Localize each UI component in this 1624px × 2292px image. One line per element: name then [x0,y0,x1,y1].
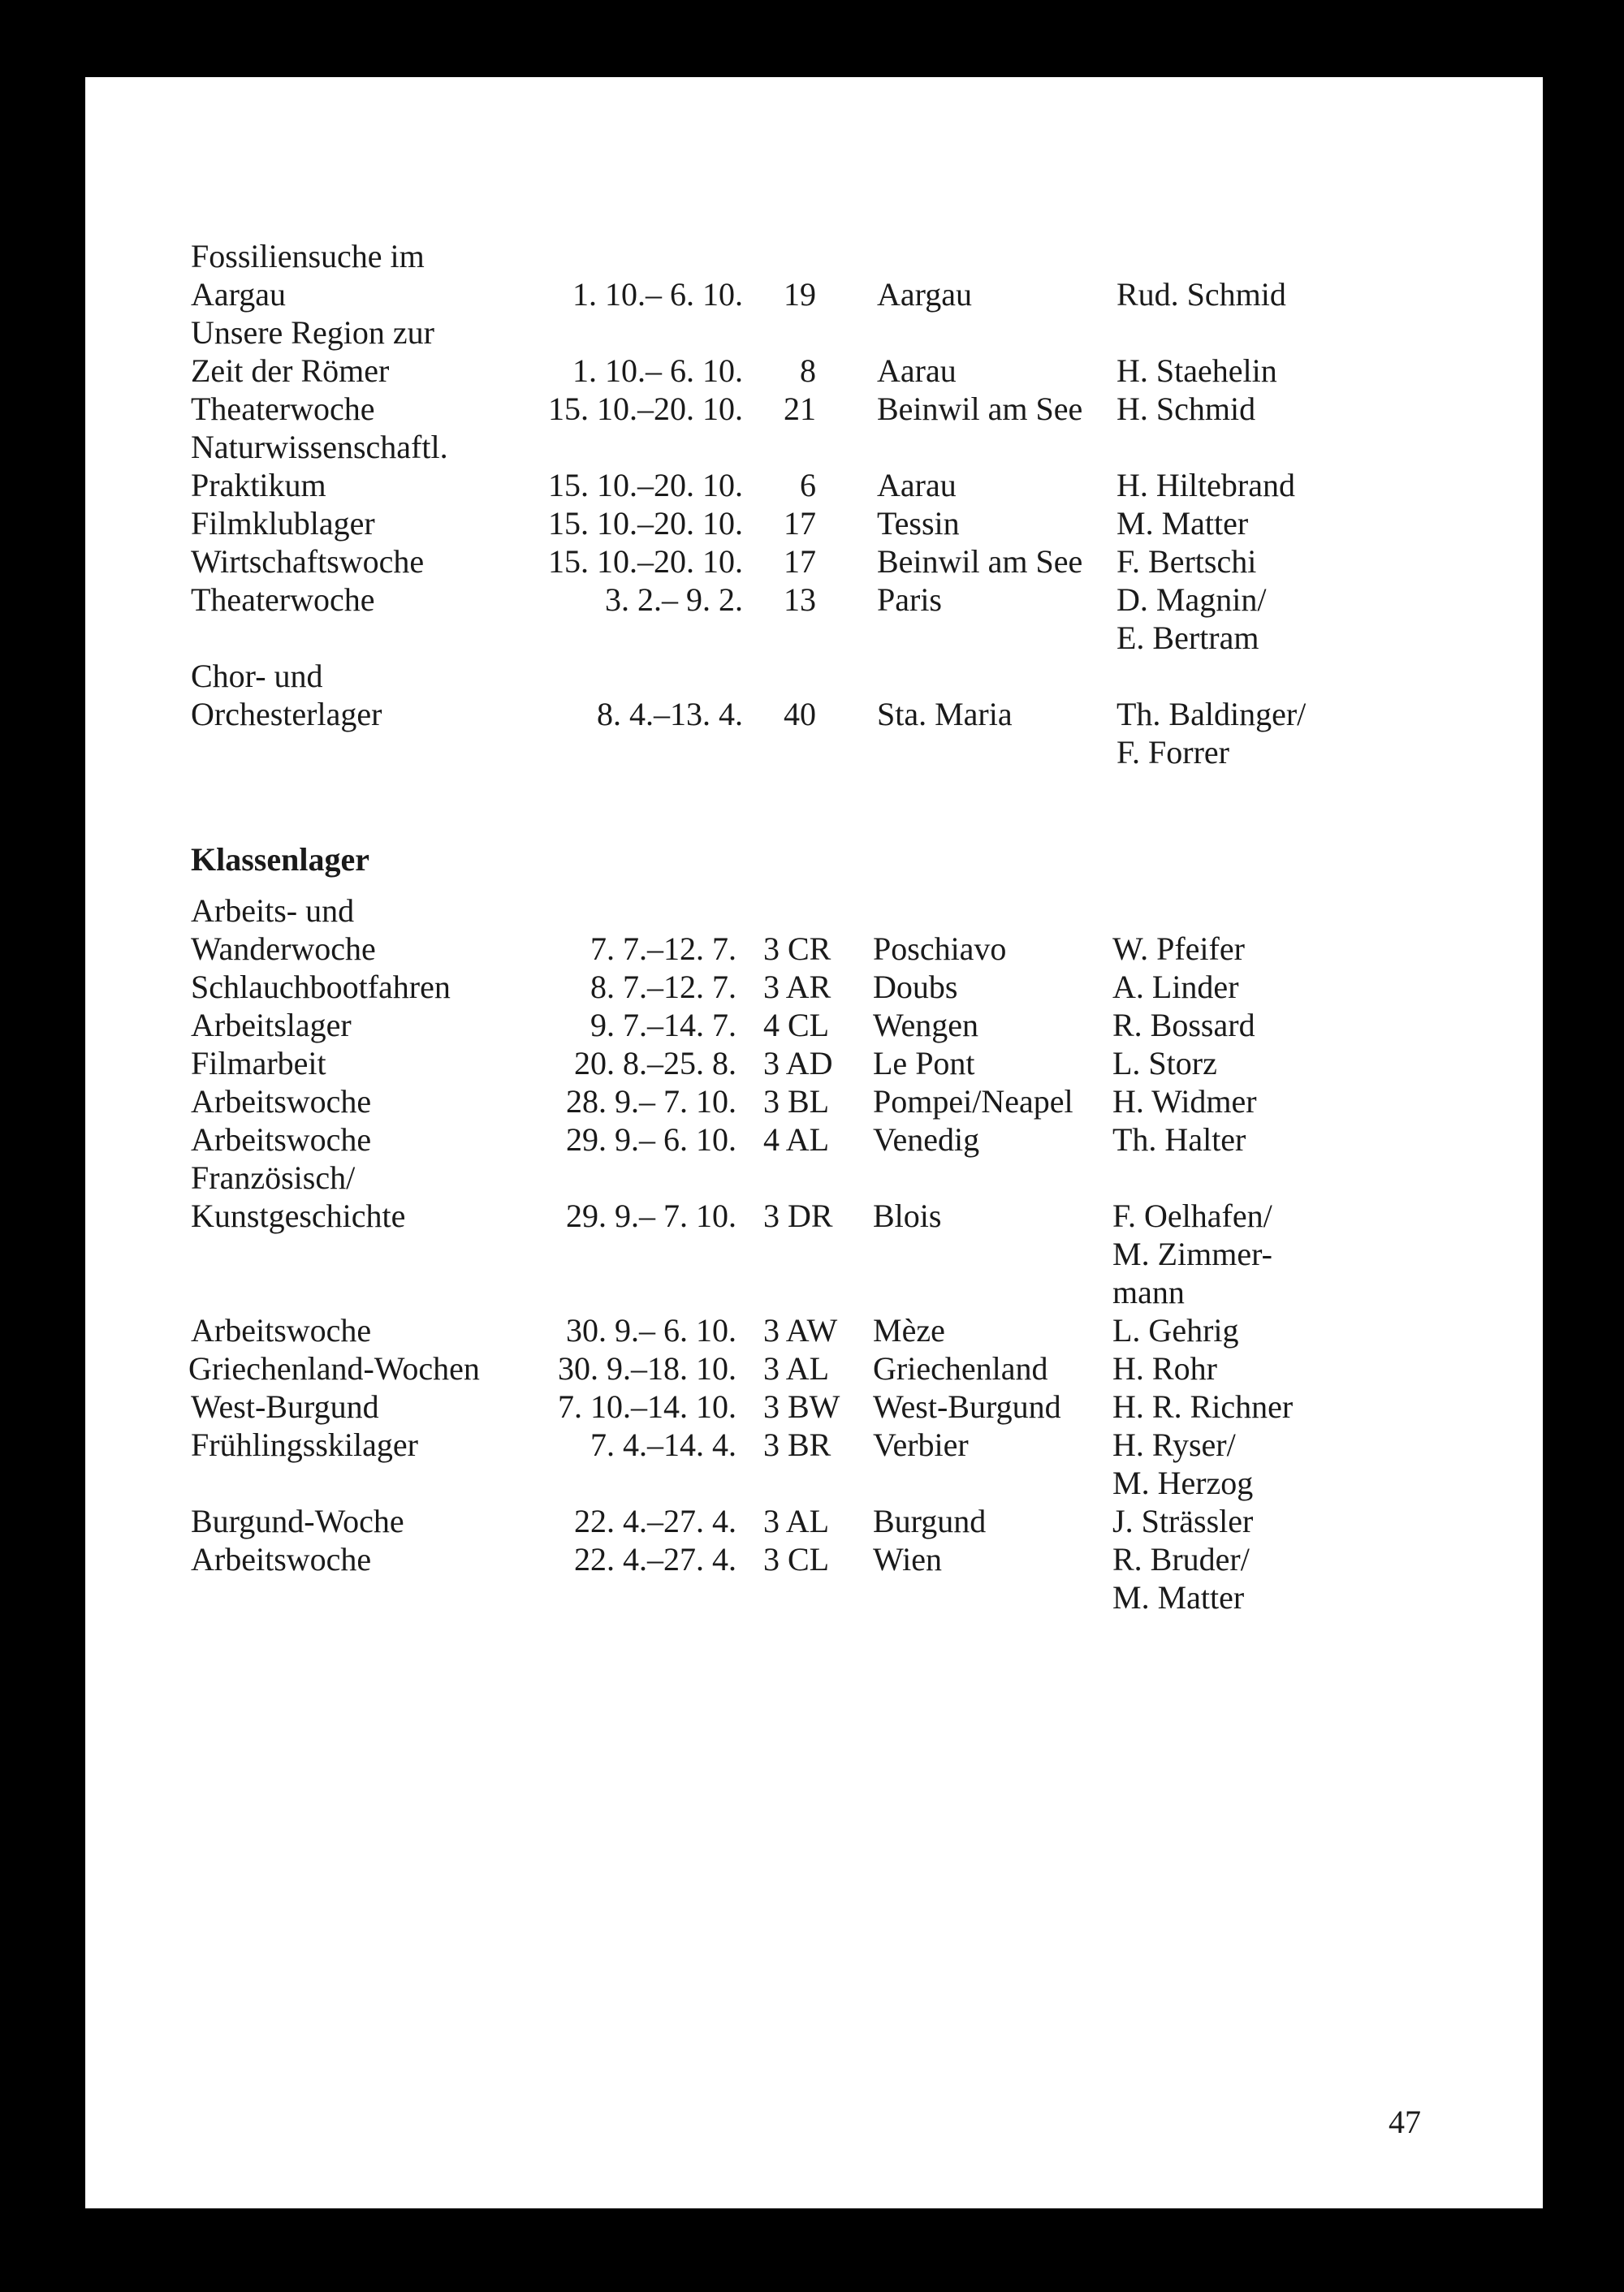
camp-leader: W. Pfeifer [1112,930,1245,967]
camp-leader: mann [1112,1274,1185,1310]
course-date: 15. 10.–20. 10. [548,543,743,580]
camp-date: 7. 7.–12. 7. [590,930,736,967]
course-leader: E. Bertram [1116,619,1259,656]
camp-place: Griechenland [873,1350,1048,1387]
class-code: 4 AL [763,1121,830,1158]
camp-date: 20. 8.–25. 8. [574,1045,736,1081]
camp-title: Arbeitswoche [191,1312,372,1349]
course-date: 15. 10.–20. 10. [548,467,743,503]
class-code: 3 CL [763,1541,830,1578]
camp-place: Burgund [873,1503,987,1539]
class-code: 3 BL [763,1083,830,1120]
participant-count: 19 [784,276,816,313]
camp-leader: M. Herzog [1112,1465,1254,1501]
class-code: 4 CL [763,1007,830,1043]
course-title: Wirtschaftswoche [191,543,425,580]
class-code: 3 BR [763,1427,831,1463]
camp-leader: Th. Halter [1112,1121,1246,1158]
camp-title: West-Burgund [191,1388,379,1425]
camp-leader: H. Rohr [1112,1350,1217,1387]
camp-place: West-Burgund [873,1388,1061,1425]
camp-leader: H. Ryser/ [1112,1427,1236,1463]
participant-count: 17 [784,543,816,580]
course-place: Paris [877,581,942,618]
camp-leader: H. Widmer [1112,1083,1257,1120]
course-leader: H. Staehelin [1116,352,1277,389]
course-place: Beinwil am See [877,391,1083,427]
course-date: 3. 2.– 9. 2. [605,581,743,618]
camp-title: Burgund-Woche [191,1503,404,1539]
camp-leader: R. Bossard [1112,1007,1255,1043]
camp-leader: J. Strässler [1112,1503,1254,1539]
course-leader: Th. Baldinger/ [1116,696,1307,732]
participant-count: 8 [800,352,816,389]
camp-place: Blois [873,1198,942,1234]
course-leader: M. Matter [1116,505,1249,542]
camp-leader: A. Linder [1112,969,1239,1005]
camp-date: 30. 9.– 6. 10. [566,1312,736,1349]
class-code: 3 AW [763,1312,838,1349]
camp-title: Arbeitslager [191,1007,352,1043]
class-code: 3 AD [763,1045,833,1081]
class-code: 3 BW [763,1388,840,1425]
camp-title: Griechenland-Wochen [188,1350,480,1387]
camp-date: 28. 9.– 7. 10. [566,1083,736,1120]
course-title: Filmklublager [191,505,375,542]
course-title: Naturwissenschaftl. [191,429,448,465]
camp-date: 7. 4.–14. 4. [590,1427,736,1463]
course-leader: Rud. Schmid [1116,276,1286,313]
camp-leader: L. Storz [1112,1045,1217,1081]
course-leader: H. Schmid [1116,391,1256,427]
participant-count: 21 [784,391,816,427]
camp-date: 22. 4.–27. 4. [574,1503,736,1539]
course-title: Theaterwoche [191,391,375,427]
camp-title: Filmarbeit [191,1045,326,1081]
camp-place: Wien [873,1541,943,1578]
section-heading: Klassenlager [191,841,369,878]
camp-date: 29. 9.– 6. 10. [566,1121,736,1158]
camp-date: 30. 9.–18. 10. [558,1350,736,1387]
camp-place: Wengen [873,1007,979,1043]
course-date: 1. 10.– 6. 10. [572,276,743,313]
camp-leader: M. Matter [1112,1579,1245,1616]
camp-title: Arbeitswoche [191,1083,372,1120]
camp-date: 8. 7.–12. 7. [590,969,736,1005]
class-code: 3 DR [763,1198,833,1234]
camp-place: Poschiavo [873,930,1007,967]
class-code: 3 AL [763,1503,830,1539]
camp-title: Arbeits- und [191,892,355,929]
course-leader: H. Hiltebrand [1116,467,1295,503]
camp-title: Arbeitswoche [191,1541,372,1578]
participant-count: 17 [784,505,816,542]
course-title: Aargau [191,276,286,313]
course-place: Sta. Maria [877,696,1013,732]
class-code: 3 AL [763,1350,830,1387]
camp-title: Arbeitswoche [191,1121,372,1158]
camp-title: Frühlingsskilager [191,1427,418,1463]
camp-place: Mèze [873,1312,945,1349]
course-title: Theaterwoche [191,581,375,618]
camp-title: Wanderwoche [191,930,376,967]
course-leader: F. Bertschi [1116,543,1257,580]
camp-date: 29. 9.– 7. 10. [566,1198,736,1234]
course-title: Chor- und [191,658,323,694]
course-place: Aarau [877,352,957,389]
course-title: Unsere Region zur [191,314,434,351]
camp-date: 7. 10.–14. 10. [558,1388,736,1425]
participant-count: 40 [784,696,816,732]
camp-leader: M. Zimmer- [1112,1236,1272,1272]
course-leader: F. Forrer [1116,734,1230,770]
camp-place: Verbier [873,1427,969,1463]
camp-leader: H. R. Richner [1112,1388,1294,1425]
course-title: Praktikum [191,467,326,503]
page-number: 47 [1389,2104,1421,2140]
course-date: 8. 4.–13. 4. [597,696,743,732]
camp-place: Venedig [873,1121,980,1158]
camp-leader: F. Oelhafen/ [1112,1198,1272,1234]
course-leader: D. Magnin/ [1116,581,1267,618]
camp-leader: L. Gehrig [1112,1312,1239,1349]
course-title: Zeit der Römer [191,352,390,389]
course-title: Fossiliensuche im [191,238,425,274]
camp-leader: R. Bruder/ [1112,1541,1250,1578]
camp-title: Schlauchbootfahren [191,969,451,1005]
document-page [85,77,1543,2208]
course-title: Orchesterlager [191,696,382,732]
camp-title: Französisch/ [191,1159,356,1196]
course-place: Tessin [877,505,960,542]
course-place: Aarau [877,467,957,503]
course-date: 15. 10.–20. 10. [548,505,743,542]
participant-count: 13 [784,581,816,618]
course-date: 1. 10.– 6. 10. [572,352,743,389]
camp-date: 9. 7.–14. 7. [590,1007,736,1043]
camp-title: Kunstgeschichte [191,1198,406,1234]
camp-place: Le Pont [873,1045,975,1081]
class-code: 3 CR [763,930,831,967]
camp-date: 22. 4.–27. 4. [574,1541,736,1578]
course-place: Aargau [877,276,972,313]
participant-count: 6 [800,467,816,503]
camp-place: Pompei/Neapel [873,1083,1073,1120]
camp-place: Doubs [873,969,958,1005]
course-place: Beinwil am See [877,543,1083,580]
course-date: 15. 10.–20. 10. [548,391,743,427]
class-code: 3 AR [763,969,831,1005]
